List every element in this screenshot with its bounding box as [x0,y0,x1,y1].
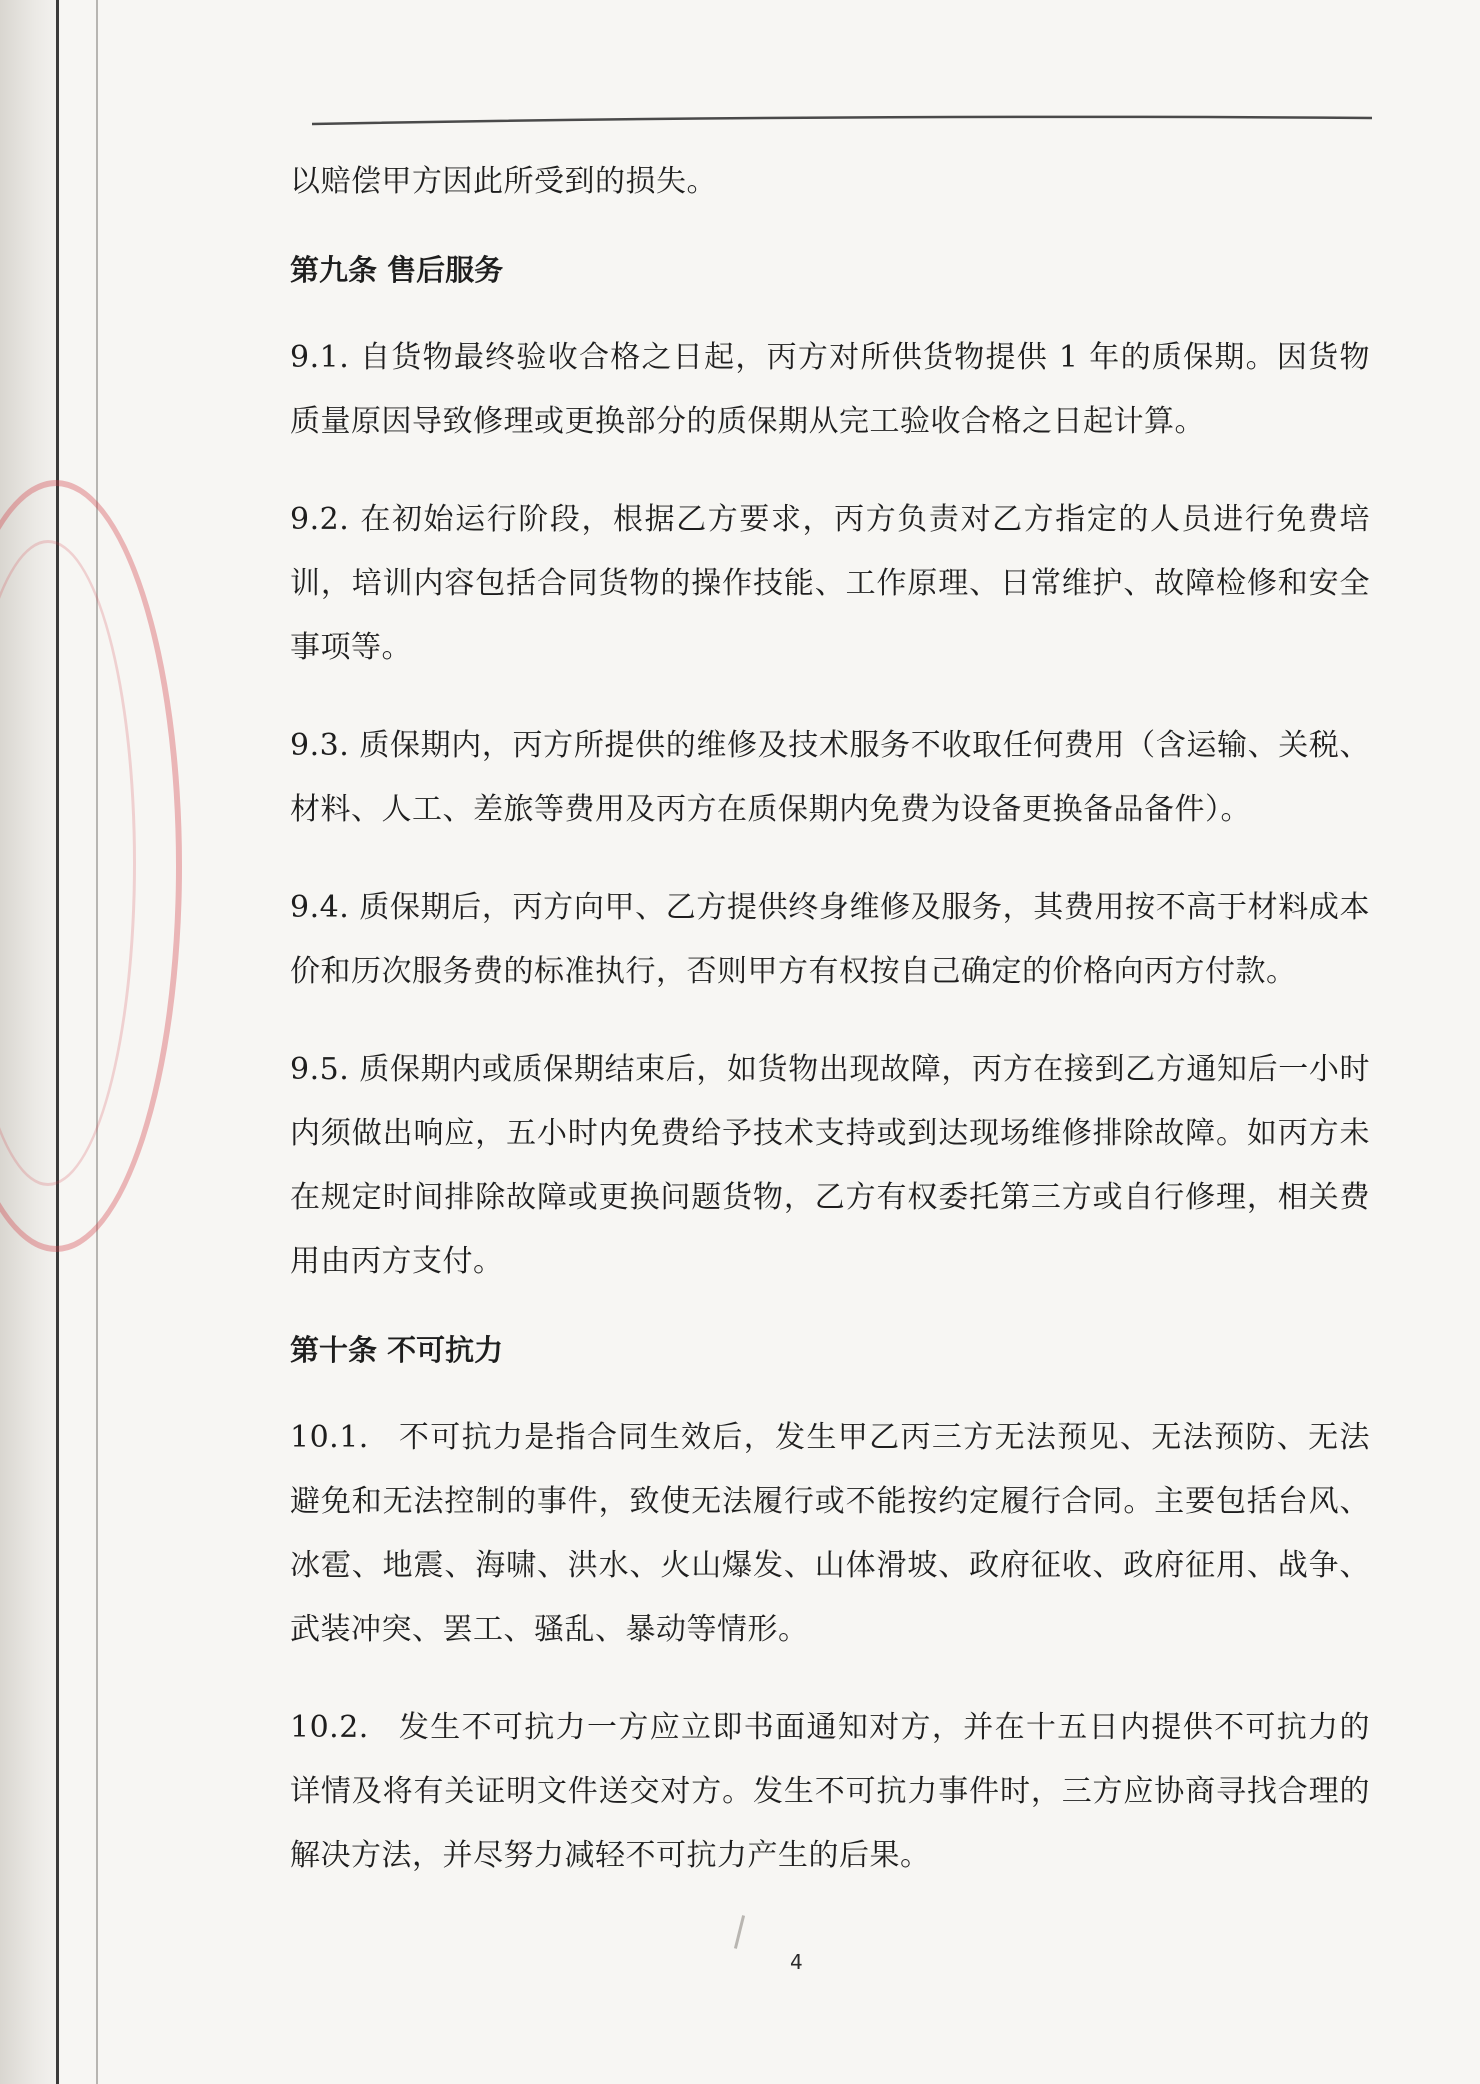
clause-text: 在初始运行阶段，根据乙方要求，丙方负责对乙方指定的人员进行免费培训，培训内容包括合同货物的操作技能、工作原理、日常维护、故障检修和安全事项等。 [290,502,1370,665]
clause-9-4 [290,876,1370,1004]
clause-9-1 [290,326,1370,454]
clause-text: 不可抗力是指合同生效后，发生甲乙丙三方无法预见、无法预防、无法避免和无法控制的事件，致使无法履行或不能按约定履行合同。主要包括台风、冰雹、地震、海啸、洪水、火山爆发、山体滑坡、政府征收、政府征用、战争、武装冲突、罢工、骚乱、暴动等情形。 [290,1420,1370,1647]
clause-text: 质保期内或质保期结束后，如货物出现故障，丙方在接到乙方通知后一小时内须做出响应，五小时内免费给予技术支持或到达现场维修排除故障。如丙方未在规定时间排除故障或更换问题货物，乙方有权委托第三方或自行修理，相关费用由丙方支付。 [290,1052,1370,1279]
header-rule [312,112,1372,132]
paper-mark [734,1915,745,1949]
clause-text: 发生不可抗力一方应立即书面通知对方，并在十五日内提供不可抗力的详情及将有关证明文件送交对方。发生不可抗力事件时，三方应协商寻找合理的解决方法，并尽努力减轻不可抗力产生的后果。 [290,1710,1370,1873]
clause-number: 9.4. [290,890,350,925]
clause-10-2 [290,1696,1370,1888]
clause-9-3 [290,714,1370,842]
clause-number: 9.2. [290,502,350,537]
page-number: 4 [790,1950,803,1974]
clause-number: 9.5. [290,1052,350,1087]
clause-number: 10.2. [290,1710,369,1745]
clause-number: 10.1. [290,1420,369,1455]
continuation-text: 以赔偿甲方因此所受到的损失。 [290,164,717,199]
clause-9-2 [290,488,1370,680]
section-heading-9: 第九条 售后服务 [290,253,504,287]
clause-text: 质保期内，丙方所提供的维修及技术服务不收取任何费用（含运输、关税、材料、人工、差旅等费用及丙方在质保期内免费为设备更换备品备件）。 [290,728,1370,827]
clause-10-1 [290,1406,1370,1662]
clause-text: 质保期后，丙方向甲、乙方提供终身维修及服务，其费用按不高于材料成本价和历次服务费的标准执行，否则甲方有权按自己确定的价格向丙方付款。 [290,890,1370,989]
clause-number: 9.3. [290,728,350,763]
section-heading-10: 第十条 不可抗力 [290,1333,504,1367]
clause-9-5 [290,1038,1370,1294]
clause-text: 自货物最终验收合格之日起，丙方对所供货物提供 1 年的质保期。因货物质量原因导致修理或更换部分的质保期从完工验收合格之日起计算。 [290,340,1370,439]
clause-number: 9.1. [290,340,350,375]
document-body [290,150,1370,1888]
